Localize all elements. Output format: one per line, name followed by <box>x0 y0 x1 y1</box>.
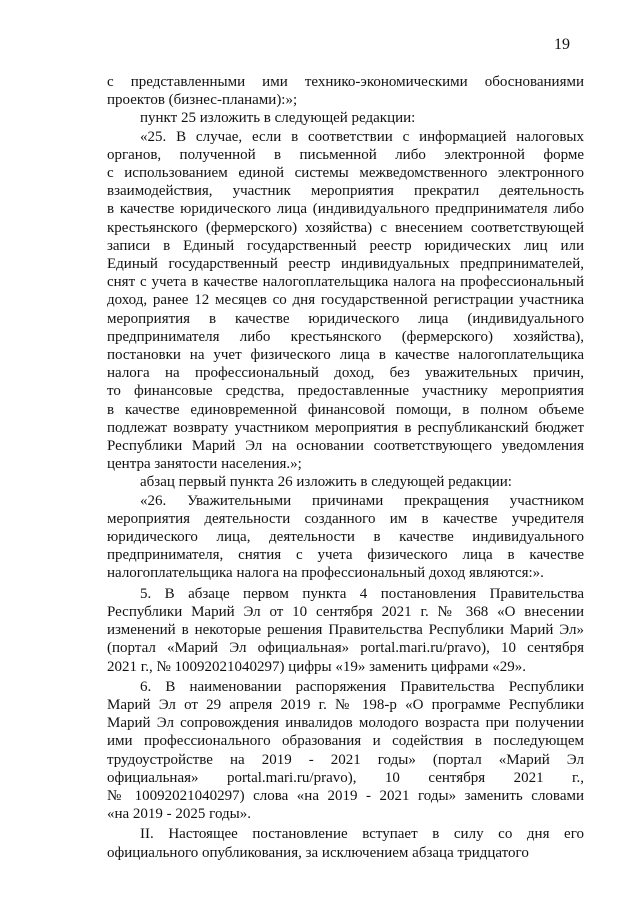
text-line: официальная» portal.mari.ru/pravo), 10 сентября 2021 г., <box>107 769 584 786</box>
text-line: с представленными ими технико-экономическими обоснованиями <box>107 74 584 90</box>
text-line: органов, полученной в письменной либо электронной форме <box>107 146 584 163</box>
text-line: взаимодействия, участник мероприятия прекратил деятельность <box>107 183 584 200</box>
text-line: постановки на учет физического лица в качестве налогоплательщика <box>107 347 584 364</box>
text-line: «25. В случае, если в соответствии с информацией налоговых <box>140 128 584 145</box>
text-line: Единый государственный реестр индивидуальных предпринимателей, <box>107 256 584 273</box>
text-line: «26. Уважительными причинами прекращения участником <box>140 492 584 509</box>
page-number: 19 <box>554 36 570 53</box>
text-line: проектов (бизнес-планами):»; <box>107 92 298 109</box>
paragraph-p5 <box>107 492 584 583</box>
paragraph-p1 <box>107 73 584 109</box>
text-line: 2021 г., № 10092021040297) цифры «19» заменить цифрами «29». <box>107 658 527 675</box>
paragraph-p3 <box>107 128 584 474</box>
text-line: с использованием единой системы межведомственного электронного <box>107 165 584 182</box>
paragraph-p4 <box>107 473 584 491</box>
text-line: трудоустройстве на 2019 - 2021 годы» (портал «Марий Эл <box>107 751 584 768</box>
text-line: «на 2019 - 2025 годы». <box>107 806 251 823</box>
text-line: II. Настоящее постановление вступает в силу со дня его <box>140 826 584 843</box>
text-line: № 10092021040297) слова «на 2019 - 2021 годы» заменить словами <box>107 787 584 804</box>
text-line: крестьянского (фермерского) хозяйства) с внесением соответствующей <box>107 219 584 236</box>
text-line: юридического лица, деятельности в качестве индивидуального <box>107 529 584 546</box>
text-line: мероприятия деятельности созданного им в качестве учредителя <box>107 510 584 527</box>
text-line: снят с учета в качестве налогоплательщика налога на профессиональный <box>107 274 584 291</box>
text-line: предпринимателя, снятия с учета физического лица в качестве <box>107 547 584 564</box>
text-line: налогоплательщика налога на профессиональный доход являются:». <box>107 565 544 582</box>
paragraph-p2 <box>107 109 584 127</box>
text-line: пункт 25 изложить в следующей редакции: <box>140 110 416 127</box>
text-line: центра занятости населения.»; <box>107 456 302 473</box>
text-line: то финансовые средства, предоставленные участнику мероприятия <box>107 383 584 400</box>
text-line: изменений в некоторые решения Правительства Республики Марий Эл» <box>107 622 584 639</box>
text-line: записи в Единый государственный реестр юридических лиц или <box>107 237 584 254</box>
text-line: Марий Эл от 29 апреля 2019 г. № 198-р «О программе Республики <box>107 696 584 713</box>
text-line: 6. В наименовании распоряжения Правительства Республики <box>140 678 584 695</box>
text-line: доход, ранее 12 месяцев со дня государственной регистрации участника <box>107 292 584 309</box>
text-line: предпринимателя либо крестьянского (фермерского) хозяйства), <box>107 328 584 345</box>
paragraph-p6 <box>107 585 584 676</box>
text-line: в качестве единовременной финансовой помощи, в полном объеме <box>107 401 584 418</box>
text-line: в качестве юридического лица (индивидуального предпринимателя либо <box>107 201 584 218</box>
document-body <box>107 73 584 862</box>
paragraph-p8 <box>107 825 584 861</box>
text-line: официального опубликования, за исключением абзаца тридцатого <box>107 844 529 861</box>
text-line: подлежат возврату участником мероприятия в республиканский бюджет <box>107 419 584 436</box>
text-line: Марий Эл сопровождения инвалидов молодого возраста при получении <box>107 715 584 732</box>
text-line: абзац первый пункта 26 изложить в следующей редакции: <box>140 474 512 491</box>
text-line: налога на профессиональный доход, без уважительных причин, <box>107 365 584 382</box>
text-line: 5. В абзаце первом пункта 4 постановления Правительства <box>140 585 584 602</box>
text-line: (портал «Марий Эл официальная» portal.mari.ru/pravo), 10 сентября <box>107 640 584 657</box>
text-line: ими профессионального образования и содействия в последующем <box>107 733 584 750</box>
text-line: Республики Марий Эл от 10 сентября 2021 г. № 368 «О внесении <box>107 603 584 620</box>
text-line: Республики Марий Эл на основании соответствующего уведомления <box>107 438 584 455</box>
paragraph-p7 <box>107 678 584 824</box>
text-line: мероприятия в качестве юридического лица (индивидуального <box>107 310 584 327</box>
